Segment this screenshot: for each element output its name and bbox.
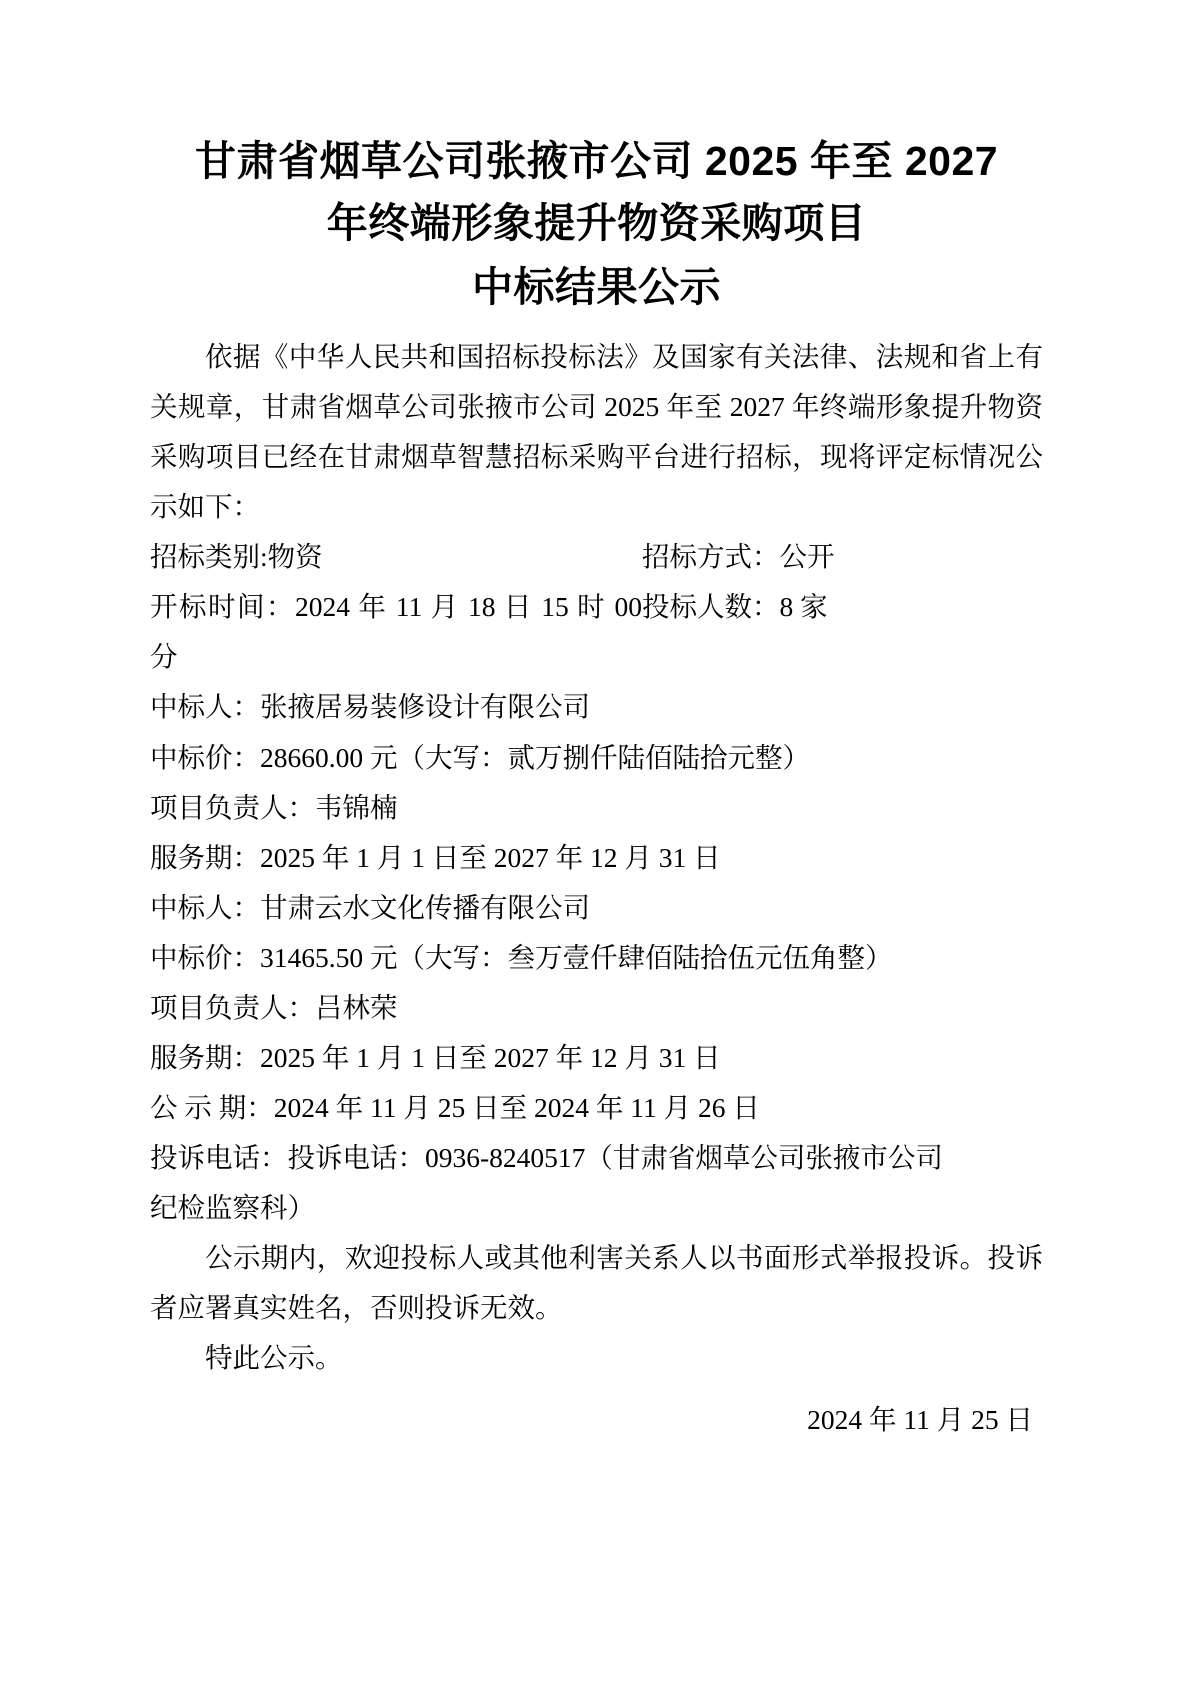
field-manager-2: 项目负责人：吕林荣 bbox=[150, 991, 398, 1023]
page-title-line-1: 甘肃省烟草公司张掖市公司 2025 年至 2027 bbox=[194, 138, 999, 184]
document-date: 2024 年 11 月 25 日 bbox=[807, 1404, 1033, 1436]
page-title bbox=[150, 130, 1043, 255]
notice-paragraph: 特此公示。 bbox=[205, 1342, 343, 1374]
field-bidder-count: 投标人数：8 家 bbox=[642, 591, 828, 623]
field-bid-category: 招标类别:物资 bbox=[150, 541, 323, 573]
intro-paragraph: 依据《中华人民共和国招标投标法》及国家有关法律、法规和省上有关规章，甘肃省烟草公司张掖市公司 2025 年至 2027 年终端形象提升物资采购项目已经在甘肃烟草智慧招标采购平台进行招标，现将评定标情况公示如下： bbox=[150, 341, 1043, 523]
field-notice-period: 公 示 期：2024 年 11 月 25 日至 2024 年 11 月 26 日 bbox=[150, 1091, 760, 1123]
field-bid-method: 招标方式：公开 bbox=[642, 541, 835, 573]
row-opentime-bidders bbox=[150, 582, 1043, 682]
field-manager-1: 项目负责人：韦锦楠 bbox=[150, 791, 398, 823]
page-subtitle: 中标结果公示 bbox=[472, 263, 721, 310]
field-complaint-phone-line-1: 投诉电话：投诉电话：0936-8240517（甘肃省烟草公司张掖市公司 bbox=[150, 1141, 943, 1173]
closing-paragraph: 公示期内，欢迎投标人或其他利害关系人以书面形式举报投诉。投诉者应署真实姓名，否则投诉无效。 bbox=[150, 1241, 1043, 1324]
document-body bbox=[150, 332, 1043, 1445]
field-winner-2: 中标人：甘肃云水文化传播有限公司 bbox=[150, 891, 590, 923]
page-title-line-2: 年终端形象提升物资采购项目 bbox=[326, 200, 867, 247]
row-category-method bbox=[150, 532, 1043, 582]
field-price-2: 中标价：31465.50 元（大写：叁万壹仟肆佰陆拾伍元伍角整） bbox=[150, 941, 893, 973]
field-service-period-2: 服务期：2025 年 1 月 1 日至 2027 年 12 月 31 日 bbox=[150, 1041, 721, 1073]
field-complaint-phone-line-2: 纪检监察科） bbox=[150, 1191, 315, 1223]
field-winner-1: 中标人：张掖居易装修设计有限公司 bbox=[150, 691, 590, 723]
field-price-1: 中标价：28660.00 元（大写：贰万捌仟陆佰陆拾元整） bbox=[150, 741, 810, 773]
field-service-period-1: 服务期：2025 年 1 月 1 日至 2027 年 12 月 31 日 bbox=[150, 841, 721, 873]
field-open-time: 开标时间：2024 年 11 月 18 日 15 时 00 分 bbox=[150, 591, 642, 673]
